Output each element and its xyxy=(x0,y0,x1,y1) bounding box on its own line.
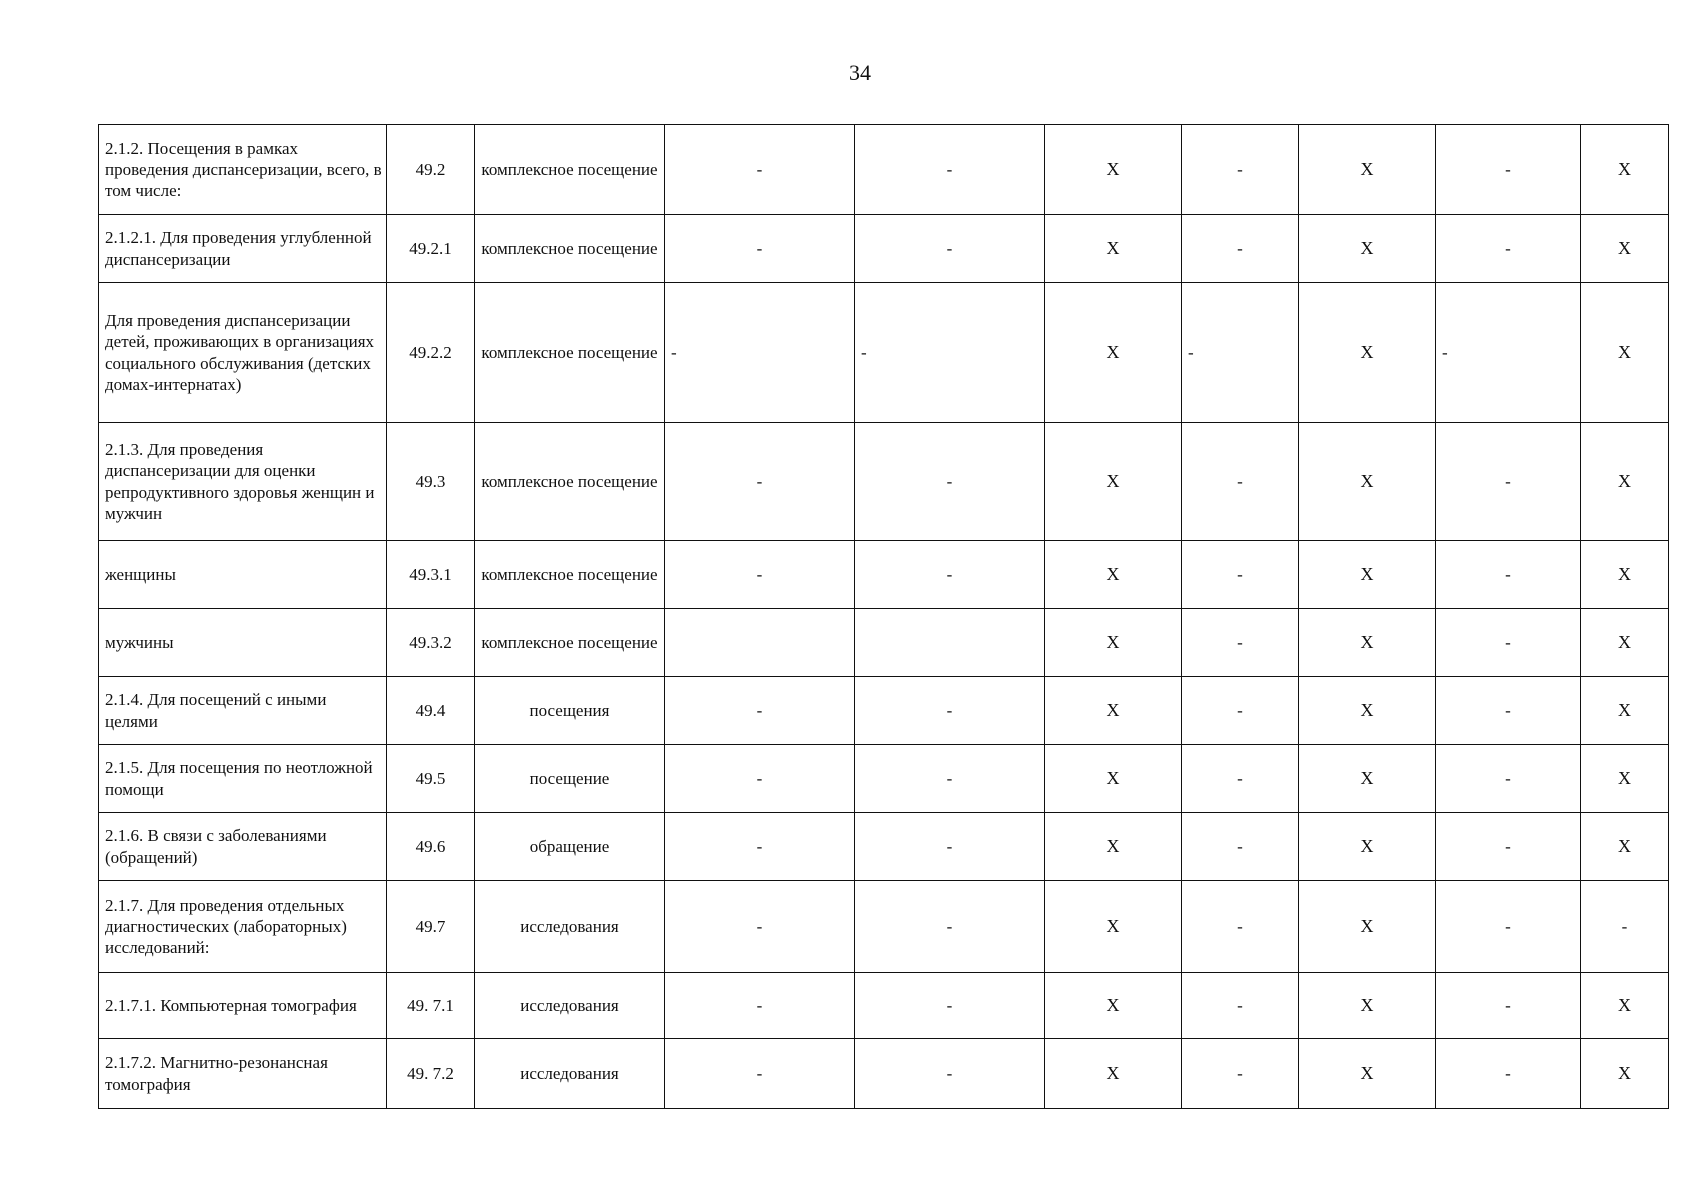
value-cell: X xyxy=(1045,813,1182,881)
value-cell: X xyxy=(1045,423,1182,541)
row-unit-cell: посещения xyxy=(475,677,665,745)
value-cell: - xyxy=(1436,283,1581,423)
value-cell: - xyxy=(855,973,1045,1039)
value-cell: X xyxy=(1581,215,1669,283)
value-cell: - xyxy=(1436,215,1581,283)
value-cell: - xyxy=(665,125,855,215)
value-cell: - xyxy=(855,677,1045,745)
table-body xyxy=(99,125,1669,1109)
table-row xyxy=(99,609,1669,677)
value-cell: - xyxy=(1436,677,1581,745)
table-row xyxy=(99,215,1669,283)
value-cell: X xyxy=(1045,973,1182,1039)
value-cell: - xyxy=(1182,541,1299,609)
value-cell: X xyxy=(1299,745,1436,813)
value-cell: - xyxy=(1436,881,1581,973)
value-cell: X xyxy=(1045,125,1182,215)
value-cell: X xyxy=(1581,125,1669,215)
page-number: 34 xyxy=(849,60,871,85)
row-unit-cell: комплексное посещение xyxy=(475,423,665,541)
value-cell: - xyxy=(1436,745,1581,813)
value-cell: - xyxy=(855,215,1045,283)
value-cell: - xyxy=(1182,125,1299,215)
value-cell: X xyxy=(1299,973,1436,1039)
row-name-cell: Для проведения диспансеризации детей, проживающих в организациях социального обслуживания (детских домах-интернатах) xyxy=(99,283,387,423)
value-cell: - xyxy=(665,813,855,881)
row-name-cell: 2.1.7. Для проведения отдельных диагностических (лабораторных) исследований: xyxy=(99,881,387,973)
value-cell: X xyxy=(1299,541,1436,609)
value-cell: X xyxy=(1581,423,1669,541)
row-unit-cell: исследования xyxy=(475,973,665,1039)
value-cell: - xyxy=(1436,125,1581,215)
table-row xyxy=(99,813,1669,881)
row-code-cell: 49.7 xyxy=(387,881,475,973)
table-row xyxy=(99,423,1669,541)
row-name-cell: 2.1.4. Для посещений с иными целями xyxy=(99,677,387,745)
value-cell: - xyxy=(1436,541,1581,609)
value-cell: X xyxy=(1581,745,1669,813)
value-cell xyxy=(855,609,1045,677)
value-cell: X xyxy=(1299,283,1436,423)
value-cell: X xyxy=(1299,609,1436,677)
value-cell: - xyxy=(665,1039,855,1109)
row-unit-cell: комплексное посещение xyxy=(475,125,665,215)
value-cell: - xyxy=(1182,973,1299,1039)
row-code-cell: 49.5 xyxy=(387,745,475,813)
value-cell: X xyxy=(1299,1039,1436,1109)
value-cell: X xyxy=(1581,283,1669,423)
row-name-cell: женщины xyxy=(99,541,387,609)
row-unit-cell: комплексное посещение xyxy=(475,541,665,609)
value-cell: X xyxy=(1299,215,1436,283)
value-cell: - xyxy=(665,215,855,283)
value-cell: X xyxy=(1299,813,1436,881)
value-cell: - xyxy=(1436,1039,1581,1109)
value-cell: - xyxy=(1436,813,1581,881)
row-unit-cell: комплексное посещение xyxy=(475,283,665,423)
value-cell: - xyxy=(855,1039,1045,1109)
row-code-cell: 49.2.2 xyxy=(387,283,475,423)
value-cell: X xyxy=(1045,283,1182,423)
row-name-cell: 2.1.5. Для посещения по неотложной помощи xyxy=(99,745,387,813)
table-row xyxy=(99,881,1669,973)
row-code-cell: 49.3.2 xyxy=(387,609,475,677)
value-cell xyxy=(665,609,855,677)
value-cell: - xyxy=(1182,215,1299,283)
value-cell: X xyxy=(1581,813,1669,881)
table-row xyxy=(99,541,1669,609)
row-unit-cell: исследования xyxy=(475,1039,665,1109)
value-cell: X xyxy=(1299,881,1436,973)
value-cell: X xyxy=(1299,423,1436,541)
row-code-cell: 49.2.1 xyxy=(387,215,475,283)
value-cell: - xyxy=(1436,423,1581,541)
row-unit-cell: комплексное посещение xyxy=(475,609,665,677)
value-cell: X xyxy=(1045,677,1182,745)
value-cell: X xyxy=(1045,609,1182,677)
row-name-cell: 2.1.6. В связи с заболеваниями (обращений) xyxy=(99,813,387,881)
value-cell: - xyxy=(1436,973,1581,1039)
value-cell: X xyxy=(1045,541,1182,609)
value-cell: - xyxy=(1182,423,1299,541)
value-cell: X xyxy=(1299,677,1436,745)
value-cell: X xyxy=(1299,125,1436,215)
row-code-cell: 49.3 xyxy=(387,423,475,541)
value-cell: - xyxy=(1182,881,1299,973)
value-cell: - xyxy=(855,881,1045,973)
data-table xyxy=(98,124,1669,1109)
row-code-cell: 49. 7.1 xyxy=(387,973,475,1039)
value-cell: - xyxy=(855,125,1045,215)
value-cell: - xyxy=(855,423,1045,541)
row-name-cell: 2.1.2.1. Для проведения углубленной диспансеризации xyxy=(99,215,387,283)
value-cell: X xyxy=(1045,745,1182,813)
row-code-cell: 49. 7.2 xyxy=(387,1039,475,1109)
value-cell: - xyxy=(1182,813,1299,881)
table-row xyxy=(99,973,1669,1039)
value-cell: - xyxy=(855,541,1045,609)
value-cell: - xyxy=(1581,881,1669,973)
value-cell: - xyxy=(1436,609,1581,677)
value-cell: X xyxy=(1581,541,1669,609)
row-unit-cell: обращение xyxy=(475,813,665,881)
value-cell: X xyxy=(1045,1039,1182,1109)
value-cell: - xyxy=(665,677,855,745)
table-row xyxy=(99,283,1669,423)
value-cell: - xyxy=(665,881,855,973)
row-unit-cell: посещение xyxy=(475,745,665,813)
value-cell: - xyxy=(665,541,855,609)
value-cell: X xyxy=(1581,677,1669,745)
row-code-cell: 49.6 xyxy=(387,813,475,881)
value-cell: - xyxy=(855,813,1045,881)
value-cell: - xyxy=(1182,283,1299,423)
value-cell: X xyxy=(1045,881,1182,973)
value-cell: X xyxy=(1581,973,1669,1039)
value-cell: X xyxy=(1045,215,1182,283)
value-cell: - xyxy=(665,423,855,541)
value-cell: - xyxy=(855,745,1045,813)
value-cell: - xyxy=(1182,609,1299,677)
value-cell: - xyxy=(665,973,855,1039)
row-unit-cell: комплексное посещение xyxy=(475,215,665,283)
row-name-cell: 2.1.2. Посещения в рамках проведения диспансеризации, всего, в том числе: xyxy=(99,125,387,215)
value-cell: X xyxy=(1581,609,1669,677)
row-code-cell: 49.2 xyxy=(387,125,475,215)
table-row xyxy=(99,677,1669,745)
row-unit-cell: исследования xyxy=(475,881,665,973)
row-code-cell: 49.4 xyxy=(387,677,475,745)
row-name-cell: мужчины xyxy=(99,609,387,677)
table-row xyxy=(99,125,1669,215)
value-cell: - xyxy=(1182,745,1299,813)
value-cell: - xyxy=(665,745,855,813)
row-name-cell: 2.1.7.1. Компьютерная томография xyxy=(99,973,387,1039)
table-row xyxy=(99,1039,1669,1109)
value-cell: - xyxy=(1182,677,1299,745)
row-code-cell: 49.3.1 xyxy=(387,541,475,609)
value-cell: - xyxy=(855,283,1045,423)
value-cell: X xyxy=(1581,1039,1669,1109)
row-name-cell: 2.1.3. Для проведения диспансеризации для оценки репродуктивного здоровья женщин и мужчин xyxy=(99,423,387,541)
table-row xyxy=(99,745,1669,813)
value-cell: - xyxy=(1182,1039,1299,1109)
value-cell: - xyxy=(665,283,855,423)
row-name-cell: 2.1.7.2. Магнитно-резонансная томография xyxy=(99,1039,387,1109)
